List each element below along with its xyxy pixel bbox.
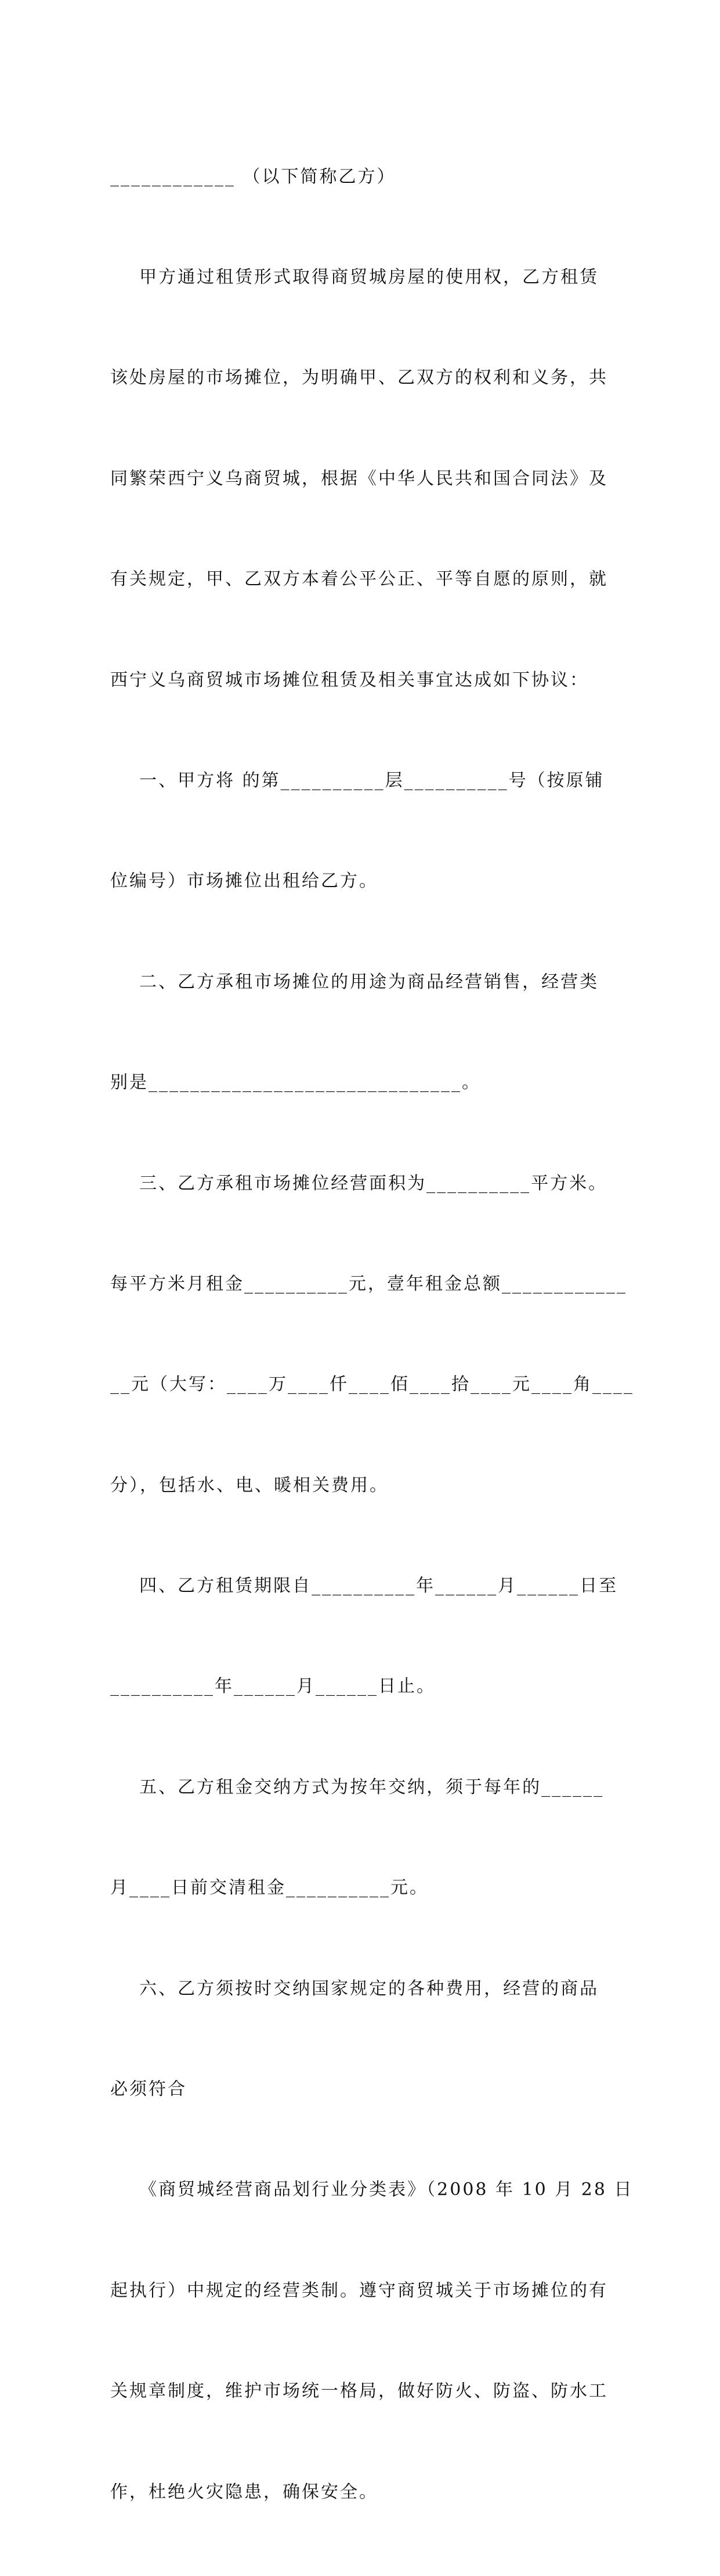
text-line: 六、乙方须按时交纳国家规定的各种费用，经营的商品 [110,1978,599,1999]
text-line: 二、乙方承租市场摊位的用途为商品经营销售，经营类 [110,971,599,992]
text-line: 三、乙方承租市场摊位经营面积为__________平方米。 [110,1173,608,1194]
text-line: 该处房屋的市场摊位，为明确甲、乙双方的权利和义务，共 [110,368,608,388]
text-line: 作，杜绝火灾隐患，确保安全。 [110,2481,378,2502]
text-line: 关规章制度，维护市场统一格局，做好防火、防盗、防水工 [110,2381,608,2402]
text-line: 《商贸城经营商品划行业分类表》（2008 年 10 月 28 日 [110,2179,634,2200]
contract-text [110,93,634,2576]
text-line: 必须符合 [110,2079,187,2100]
text-line: 分），包括水、电、暖相关费用。 [110,1475,389,1496]
text-line: 甲方通过租赁形式取得商贸城房屋的使用权，乙方租赁 [110,266,599,287]
text-line: 月____日前交清租金__________元。 [110,1878,429,1898]
text-line: ____________ （以下简称乙方） [110,166,396,187]
text-line: __________年______月______日止。 [110,1676,436,1697]
text-line: 五、乙方租金交纳方式为按年交纳，须于每年的______ [110,1777,605,1797]
text-line: 有关规定，甲、乙双方本着公平公正、平等自愿的原则，就 [110,569,608,590]
text-line: 四、乙方租赁期限自__________年______月______日至 [110,1576,618,1597]
text-line: 每平方米月租金__________元，壹年租金总额____________ [110,1273,627,1294]
text-line: 一、甲方将 的第__________层__________号（按原铺 [110,770,605,791]
text-line: 别是______________________________。 [110,1072,481,1093]
text-line: 西宁义乌商贸城市场摊位租赁及相关事宜达成如下协议： [110,669,589,690]
text-line: 位编号）市场摊位出租给乙方。 [110,871,378,892]
text-line: 同繁荣西宁义乌商贸城，根据《中华人民共和国合同法》及 [110,468,608,489]
text-line: 起执行）中规定的经营类制。遵守商贸城关于市场摊位的有 [110,2280,608,2301]
text-line: __元（大写：____万____仟____佰____拾____元____角____ [110,1374,634,1395]
